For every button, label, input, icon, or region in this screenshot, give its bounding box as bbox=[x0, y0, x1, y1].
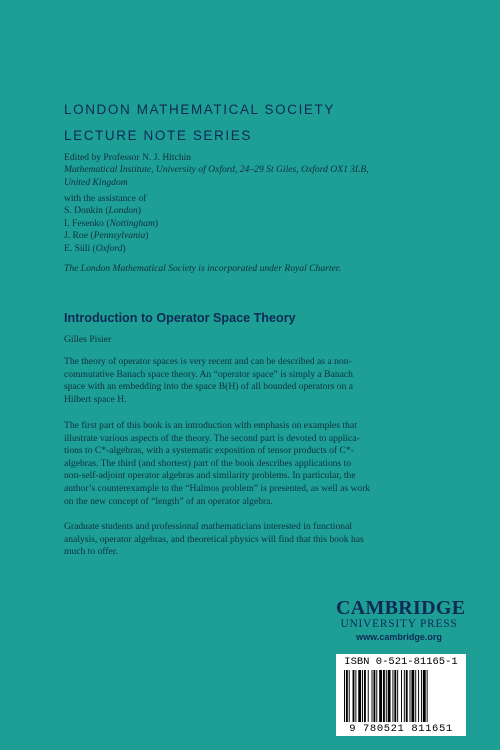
paragraph-line: author’s counterexample to the “Halmos problem” is presented, as well as work bbox=[64, 482, 371, 494]
paragraph-line: on the new concept of “length” of an operator algebra. bbox=[64, 495, 273, 507]
assistance-intro: with the assistance of bbox=[64, 193, 147, 204]
book-author: Gilles Pisier bbox=[64, 334, 112, 345]
barcode-bar bbox=[421, 670, 422, 722]
barcode-bar bbox=[383, 670, 385, 722]
publisher-website: www.cambridge.org bbox=[356, 632, 442, 642]
assistance-block bbox=[64, 193, 158, 255]
assistant-2: I. Fesenko (Nottingham) bbox=[64, 217, 159, 229]
barcode-icon bbox=[342, 670, 460, 722]
ean-number: 9 780521 811651 bbox=[349, 723, 453, 735]
assistant-4: E. Süli (Oxford) bbox=[64, 242, 126, 254]
barcode-bar bbox=[394, 670, 396, 722]
barcode-panel bbox=[336, 654, 466, 736]
paragraph-line: space with an embedding into the space B(H) of all bounded operators on a bbox=[64, 381, 354, 393]
edited-by: Edited by Professor N. J. Hitchin bbox=[64, 152, 192, 163]
barcode-bar bbox=[397, 670, 398, 722]
isbn-label: ISBN 0-521-81165-1 bbox=[344, 656, 458, 668]
paragraph-line: The theory of operator spaces is very recent and can be described as a non- bbox=[64, 356, 352, 367]
barcode-bar bbox=[362, 670, 363, 722]
assistant-place: Nottingham bbox=[109, 217, 155, 229]
barcode-bar bbox=[372, 670, 373, 722]
barcode-bar bbox=[406, 670, 408, 722]
barcode-bar bbox=[415, 670, 416, 722]
barcode-bar bbox=[358, 670, 361, 722]
paragraph-line: The first part of this book is an introduction with emphasis on examples that bbox=[64, 420, 357, 431]
series-line-2: LECTURE NOTE SERIES bbox=[64, 128, 252, 143]
assistant-name: E. Süli bbox=[64, 242, 91, 254]
paragraph-line: Hilbert space H. bbox=[64, 393, 127, 405]
barcode-bar bbox=[353, 670, 355, 722]
publisher-subname: UNIVERSITY PRESS bbox=[340, 618, 458, 630]
description-paragraph-3 bbox=[64, 521, 394, 559]
barcode-bar bbox=[410, 670, 411, 722]
book-title: Introduction to Operator Space Theory bbox=[64, 311, 296, 325]
paragraph-line: commutative Banach space theory. An “operator space” is simply a Banach bbox=[64, 368, 353, 380]
barcode-bar bbox=[404, 670, 405, 722]
barcode-bar bbox=[401, 670, 402, 722]
assistant-name: I. Fesenko bbox=[64, 217, 104, 229]
barcode-bar bbox=[386, 670, 387, 722]
barcode-bar bbox=[376, 670, 377, 722]
barcode-bar bbox=[411, 670, 414, 722]
description-paragraph-1 bbox=[64, 356, 394, 406]
paragraph-line: much to offer. bbox=[64, 546, 118, 558]
royal-charter-note: The London Mathematical Society is incorporated under Royal Charter. bbox=[64, 263, 341, 274]
assistant-1: S. Donkin (London) bbox=[64, 205, 142, 217]
editor-address-line-2: United Kingdom bbox=[64, 176, 128, 188]
barcode-bar bbox=[388, 670, 391, 722]
barcode-bar bbox=[418, 670, 419, 722]
barcode-bar bbox=[427, 670, 428, 722]
assistant-place: Oxford bbox=[95, 242, 123, 254]
editor-block bbox=[64, 152, 394, 189]
barcode-bar bbox=[344, 670, 345, 722]
paragraph-line: algebras. The third (and shortest) part of the book describes applications to bbox=[64, 457, 352, 469]
publisher-name: CAMBRIDGE bbox=[336, 597, 466, 619]
assistant-name: S. Donkin bbox=[64, 205, 103, 217]
paragraph-line: non-self-adjoint operator algebras and similarity problems. In particular, the bbox=[64, 470, 356, 482]
barcode-bar bbox=[364, 670, 366, 722]
assistant-3: J. Roe (Pennsylvania) bbox=[64, 230, 149, 242]
editor-address-line-1: Mathematical Institute, University of Oxford, 24–29 St Giles, Oxford OX1 3LB, bbox=[64, 164, 369, 176]
barcode-bar bbox=[379, 670, 382, 722]
paragraph-line: Graduate students and professional mathematicians interested in functional bbox=[64, 521, 352, 532]
paragraph-line: illustrate various aspects of the theory. The second part is devoted to applica- bbox=[64, 432, 360, 444]
description-paragraph-2 bbox=[64, 420, 394, 508]
assistant-name: J. Roe bbox=[64, 230, 88, 242]
barcode-bar bbox=[355, 670, 356, 722]
barcode-bar bbox=[373, 670, 375, 722]
barcode-bar bbox=[368, 670, 369, 722]
assistant-place: London bbox=[108, 205, 138, 217]
barcode-bar bbox=[349, 670, 350, 722]
barcode-bar bbox=[392, 670, 393, 722]
series-line-1: LONDON MATHEMATICAL SOCIETY bbox=[64, 102, 335, 117]
barcode-bar bbox=[346, 670, 348, 722]
paragraph-line: analysis, operator algebras, and theoretical physics will find that this book has bbox=[64, 533, 364, 545]
series-heading bbox=[64, 97, 335, 149]
publisher-logo bbox=[336, 597, 466, 643]
barcode-bar bbox=[423, 670, 426, 722]
paragraph-line: tions to C*-algebras, with a systematic exposition of tensor products of C*- bbox=[64, 445, 354, 457]
assistant-place: Pennsylvania bbox=[93, 230, 146, 242]
